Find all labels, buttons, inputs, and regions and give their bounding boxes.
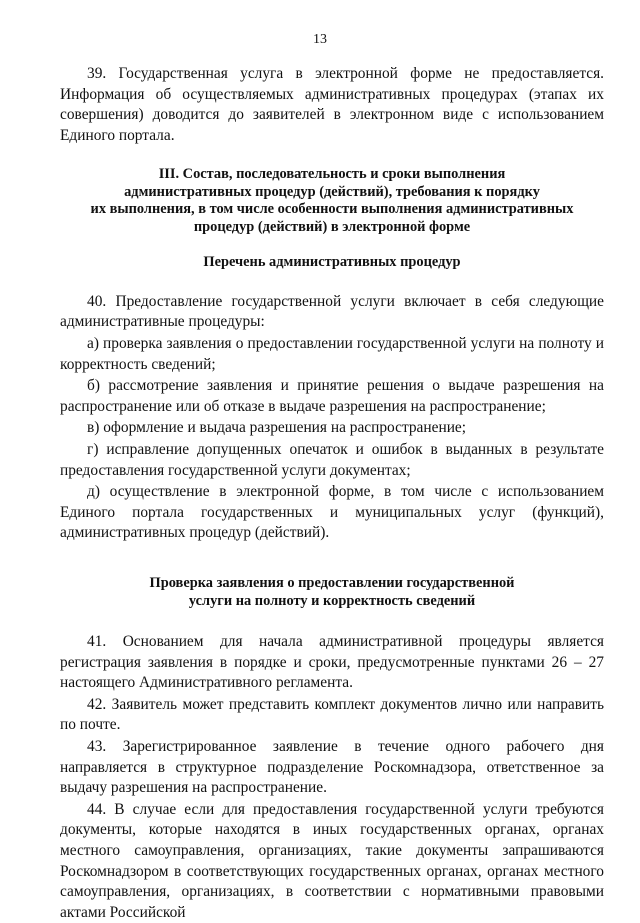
section-heading-line: III. Состав, последовательность и сроки выполнения — [158, 166, 506, 183]
page-number: 13 — [313, 32, 327, 47]
document-body — [60, 64, 604, 923]
paragraph-43: 43. Зарегистрированное заявление в течение одного рабочего дня направляется в структурное подразделение Роскомнадзора, ответственное за выдачу разрешения на распространение. — [60, 737, 604, 797]
list-item-g: г) исправление допущенных опечаток и ошибок в выданных в результате предоставления государственной услуги документах; — [60, 441, 604, 479]
subheading-line: Проверка заявления о предоставлении государственной — [149, 575, 515, 591]
paragraph-39: 39. Государственная услуга в электронной форме не предоставляется. Информация об осуществляемых административных процедурах (этапах их совершения) доводится до заявителей в электронном виде с использованием Единого портала. — [60, 65, 604, 144]
list-item-d: д) осуществление в электронной форме, в том числе с использованием Единого портала государственных и муниципальных услуг (функций), административных процедур (действий). — [60, 483, 604, 542]
paragraph-41: 41. Основанием для начала административной процедуры является регистрация заявления в порядке и сроки, предусмотренные пунктами 26 – 27 настоящего Административного регламента. — [60, 633, 604, 692]
section-heading-line: их выполнения, в том числе особенности выполнения административных — [90, 201, 574, 218]
paragraph-44: 44. В случае если для предоставления государственной услуги требуются документы, которые находятся в иных государственных органах, органах местного самоуправления, организациях, такие документы запрашиваются Роскомнадзором в соответствующих государственных органах, органах местного самоуправления, организациях, в соответствии с нормативными правовыми актами Российской — [60, 800, 604, 921]
section-heading-line: административных процедур (действий), требования к порядку — [124, 183, 540, 200]
list-item-b: б) рассмотрение заявления и принятие решения о выдаче разрешения на распространение или об отказе в выдаче разрешения на распространение; — [60, 377, 604, 415]
paragraph-40: 40. Предоставление государственной услуги включает в себя следующие административные процедуры: — [60, 292, 604, 331]
subheading-line: услуги на полноту и корректность сведений — [188, 592, 476, 609]
subheading-procedures-list: Перечень административных процедур — [203, 254, 461, 271]
paragraph-42: 42. Заявитель может представить комплект документов лично или направить по почте. — [60, 695, 604, 734]
section-heading-line: процедур (действий) в электронной форме — [193, 218, 471, 235]
list-item-a: а) проверка заявления о предоставлении государственной услуги на полноту и корректность сведений; — [60, 335, 604, 373]
section-heading — [60, 166, 604, 236]
subheading-application-check — [60, 575, 604, 610]
list-item-v: в) оформление и выдача разрешения на распространение; — [87, 419, 467, 437]
